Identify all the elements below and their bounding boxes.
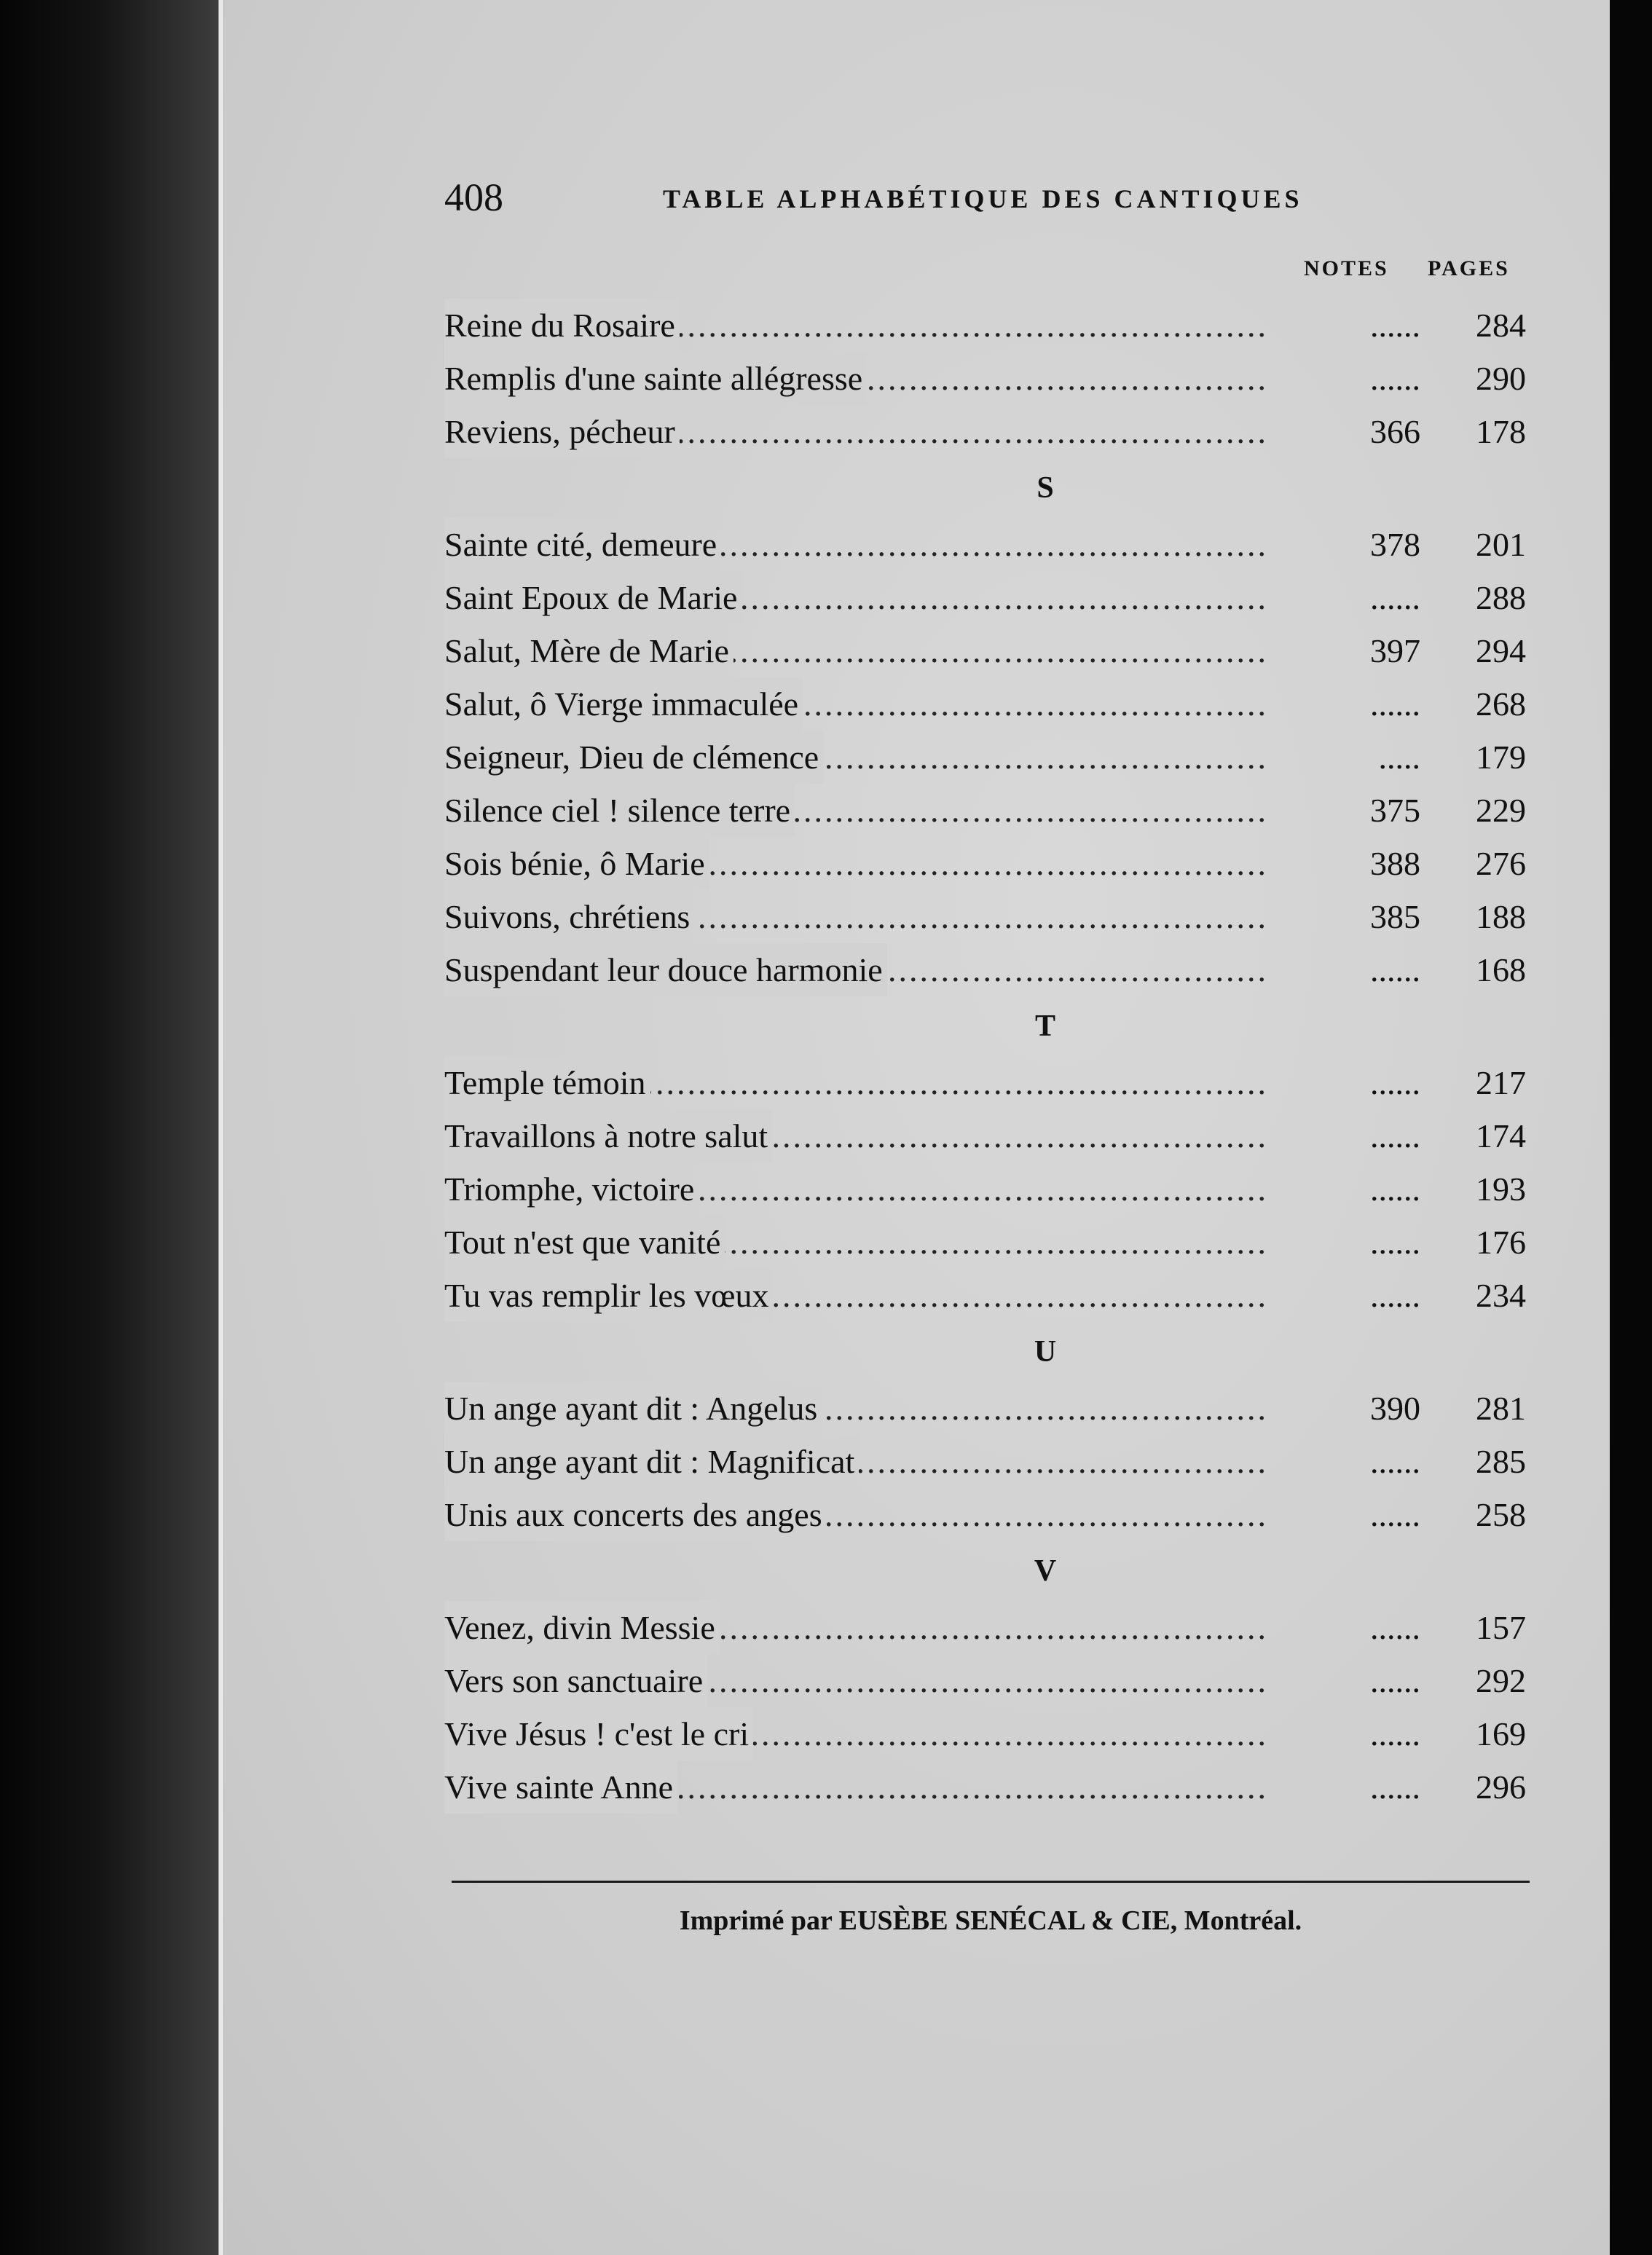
entry-page: 168	[1476, 951, 1526, 988]
entry-page: 193	[1476, 1170, 1526, 1208]
entry-title: Venez, divin Messie	[444, 1601, 720, 1654]
entry-title: Triomphe, victoire	[444, 1162, 699, 1216]
entry-page: 292	[1476, 1662, 1526, 1699]
entry-notes: ......	[1370, 1224, 1420, 1261]
entry-page: 284	[1476, 307, 1526, 344]
index-entry-row	[444, 1707, 1537, 1760]
index-entry-row	[444, 1216, 1537, 1269]
entry-page: 296	[1476, 1768, 1526, 1806]
entry-page: 290	[1476, 360, 1526, 397]
page-number: 408	[444, 176, 503, 219]
entry-notes: ......	[1370, 951, 1420, 988]
entry-title: Vive Jésus ! c'est le cri	[444, 1707, 753, 1760]
entry-page: 268	[1476, 685, 1526, 723]
entry-title: Unis aux concerts des anges	[444, 1488, 827, 1541]
index-entry-row	[444, 405, 1537, 458]
entry-page: 157	[1476, 1609, 1526, 1646]
entry-page: 285	[1476, 1443, 1526, 1480]
book-spine	[0, 0, 219, 2255]
index-entry-row	[444, 784, 1537, 837]
entry-title: Salut, Mère de Marie	[444, 624, 733, 677]
index-entry-row	[444, 1109, 1537, 1162]
index-entry-row	[444, 1654, 1537, 1707]
entry-title: Suspendant leur douce harmonie	[444, 943, 887, 996]
entry-page: 179	[1476, 739, 1526, 776]
section-letter: U	[1034, 1335, 1057, 1369]
section-letter: S	[1037, 471, 1054, 505]
entry-notes: 397	[1370, 632, 1420, 669]
entry-notes: ......	[1370, 1662, 1420, 1699]
column-header-pages: PAGES	[1428, 256, 1510, 280]
entry-notes: ......	[1370, 307, 1420, 344]
entry-notes: ......	[1370, 1609, 1420, 1646]
entry-notes: ......	[1370, 1443, 1420, 1480]
entry-title: Travaillons à notre salut	[444, 1109, 772, 1162]
entry-title: Silence ciel ! silence terre	[444, 784, 795, 837]
entry-notes: ......	[1370, 360, 1420, 397]
index-entry-row	[444, 299, 1537, 352]
entry-title: Temple témoin	[444, 1056, 650, 1109]
entry-notes: ......	[1370, 579, 1420, 616]
index-entry-row	[444, 677, 1537, 731]
index-entry-row	[444, 1269, 1537, 1322]
running-title: TABLE ALPHABÉTIQUE DES CANTIQUES	[663, 184, 1303, 213]
entry-notes: 366	[1370, 413, 1420, 450]
entry-notes: 375	[1370, 792, 1420, 829]
index-entry-row	[444, 1488, 1537, 1541]
entry-notes: ......	[1370, 1715, 1420, 1752]
entry-notes: .....	[1378, 739, 1420, 776]
index-entry-row	[444, 731, 1537, 784]
entry-page: 217	[1476, 1064, 1526, 1101]
entry-title: Sois bénie, ô Marie	[444, 837, 709, 890]
entry-notes: 388	[1370, 845, 1420, 882]
entry-title: Saint Epoux de Marie	[444, 571, 742, 624]
index-entry-row	[444, 1162, 1537, 1216]
entry-title: Seigneur, Dieu de clémence	[444, 731, 823, 784]
entry-notes: ......	[1370, 1768, 1420, 1806]
index-entry-row	[444, 1382, 1537, 1435]
entry-notes: ......	[1370, 1064, 1420, 1101]
index-entry-row	[444, 571, 1537, 624]
entry-notes: 390	[1370, 1390, 1420, 1427]
entry-notes: ......	[1370, 1496, 1420, 1533]
entry-title: Remplis d'une sainte allégresse	[444, 352, 867, 405]
index-entry-row	[444, 1601, 1537, 1654]
entry-title: Tu vas remplir les vœux	[444, 1269, 774, 1322]
index-entry-row	[444, 890, 1537, 943]
index-entry-row	[444, 624, 1537, 677]
entry-title: Reviens, pécheur	[444, 405, 680, 458]
entry-notes: 378	[1370, 526, 1420, 563]
page-header	[444, 175, 1537, 226]
entry-notes: 385	[1370, 898, 1420, 935]
entry-page: 169	[1476, 1715, 1526, 1752]
entry-title: Vive sainte Anne	[444, 1760, 677, 1814]
entry-page: 201	[1476, 526, 1526, 563]
index-entry-row	[444, 352, 1537, 405]
index-entry-row	[444, 943, 1537, 996]
index-entry-row	[444, 1760, 1537, 1814]
index-entry-row	[444, 1435, 1537, 1488]
section-letter: T	[1034, 1010, 1055, 1043]
entry-notes: ......	[1370, 1277, 1420, 1314]
footer-rule	[452, 1881, 1530, 1883]
index-entries	[444, 299, 1537, 1814]
entry-page: 174	[1476, 1117, 1526, 1154]
entry-title: Sainte cité, demeure	[444, 518, 721, 571]
entry-notes: ......	[1370, 1170, 1420, 1208]
column-header-notes: NOTES	[1304, 256, 1389, 280]
section-letter: V	[1034, 1554, 1057, 1588]
entry-title: Tout n'est que vanité	[444, 1216, 725, 1269]
entry-title: Vers son sanctuaire	[444, 1654, 707, 1707]
page-edge-shadow	[1610, 0, 1652, 2255]
index-entry-row	[444, 1056, 1537, 1109]
entry-title: Reine du Rosaire	[444, 299, 680, 352]
index-entry-row	[444, 837, 1537, 890]
entry-page: 176	[1476, 1224, 1526, 1261]
entry-title: Un ange ayant dit : Angelus	[444, 1382, 822, 1435]
entry-page: 288	[1476, 579, 1526, 616]
entry-page: 281	[1476, 1390, 1526, 1427]
entry-notes: ......	[1370, 685, 1420, 723]
entry-page: 234	[1476, 1277, 1526, 1314]
index-entry-row	[444, 518, 1537, 571]
entry-page: 258	[1476, 1496, 1526, 1533]
entry-title: Salut, ô Vierge immaculée	[444, 677, 803, 731]
entry-page: 294	[1476, 632, 1526, 669]
entry-notes: ......	[1370, 1117, 1420, 1154]
entry-page: 178	[1476, 413, 1526, 450]
entry-page: 276	[1476, 845, 1526, 882]
imprint-line: Imprimé par EUSÈBE SENÉCAL & CIE, Montréal.	[679, 1905, 1302, 1936]
entry-title: Suivons, chrétiens	[444, 890, 694, 943]
entry-page: 188	[1476, 898, 1526, 935]
entry-title: Un ange ayant dit : Magnificat	[444, 1435, 859, 1488]
entry-page: 229	[1476, 792, 1526, 829]
